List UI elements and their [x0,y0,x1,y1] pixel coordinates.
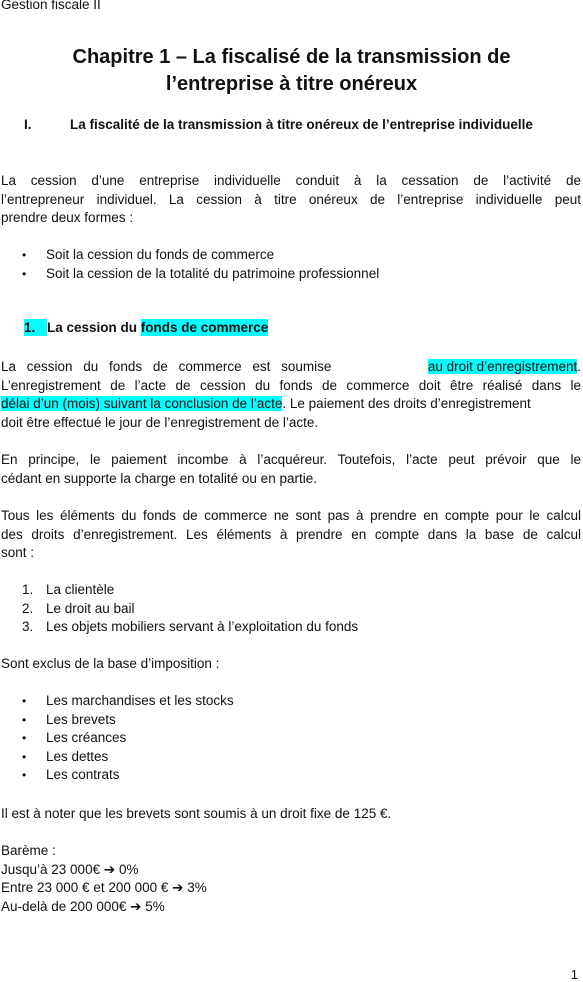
intro-line: l’entrepreneur individuel. La cession à titre onéreux de l’entreprise individuelle peut [1,191,581,207]
subsection-title: La cession du [47,320,141,335]
chapter-title-line2: l’entreprise à titre onéreux [165,73,418,95]
included-list [0,581,358,637]
cession-paragraph [1,358,581,432]
cession-text: . Le paiement des droits d’enregistrement [282,396,531,412]
list-item: • Les dettes [0,748,234,767]
bareme-label: Barème : [1,843,56,858]
highlight-droit-enregistrement: au droit d’enregistrement [427,359,578,374]
subsection-heading [24,320,268,335]
cession-line3 [1,395,581,414]
excluded-intro: Sont exclus de la base d’imposition : [1,656,220,671]
principe-paragraph [1,451,581,488]
item-number: 3. [22,619,34,635]
forms-list [0,246,379,283]
elements-paragraph [1,507,581,563]
cession-line1 [1,358,581,377]
cession-line2: L’enregistrement de l’acte de cession du fonds de commerce doit être réalisé dans le [1,377,581,393]
list-item [0,581,358,600]
item-text: Les objets mobiliers servant à l’exploitation du fonds [46,619,359,635]
chapter-title [0,44,583,98]
item-text: La clientèle [46,582,115,597]
item-text: Le droit au bail [46,600,135,616]
bareme-rate: 3% [187,880,207,896]
subsection-number: 1. [24,320,36,335]
list-item: • Les contrats [0,766,234,785]
bareme-block [1,842,207,916]
section-title: La fiscalité de la transmission à titre onéreux de l’entreprise individuelle [70,117,533,132]
bareme-row [1,861,207,880]
arrow-icon: ➔ [172,880,184,896]
section-heading [24,117,533,132]
note-brevets: Il est à noter que les brevets sont soumis à un droit fixe de 125 €. [1,806,392,821]
bareme-row [1,879,207,898]
period: . [577,359,581,374]
principe-line: cédant en supporte la charge en totalité ou en partie. [1,470,317,486]
item-number: 1. [22,582,34,597]
bareme-range: Jusqu’à 23 000€ [1,861,101,877]
bareme-range: Entre 23 000 € et 200 000 € [1,880,169,896]
intro-paragraph [1,172,581,228]
list-item: • Les créances [0,729,234,748]
bareme-rate: 5% [145,898,165,914]
section-number: I. [24,117,32,132]
chapter-title-line1: Chapitre 1 – La fiscalisé de la transmission de [72,46,511,68]
intro-line: La cession d’une entreprise individuelle conduit à la cessation de l’activité de [1,173,581,188]
excluded-list [0,692,234,785]
subsection-title-highlight: fonds de commerce [140,320,269,335]
list-item: • Les marchandises et les stocks [0,692,234,711]
subsection-number-highlight [24,319,47,336]
item-number: 2. [22,600,34,616]
elements-line: des droits d’enregistrement. Les éléments à prendre en compte dans la base de calcul [1,526,581,542]
cession-text: La cession du fonds de commerce est soumise [1,359,332,374]
list-item: • Soit la cession du fonds de commerce [0,246,379,265]
list-item: • Les brevets [0,711,234,730]
page-number: 1 [570,967,578,982]
list-item [0,618,358,637]
bareme-row [1,898,207,917]
arrow-icon: ➔ [103,861,116,877]
elements-line: Tous les éléments du fonds de commerce ne sont pas à prendre en compte pour le calcul [1,508,581,523]
bareme-rate: 0% [118,861,139,877]
principe-line: En principe, le paiement incombe à l’acquéreur. Toutefois, l’acte peut prévoir que le [1,452,581,467]
bareme-range: Au-delà de 200 000€ [1,898,127,914]
cession-line4: doit être effectué le jour de l’enregistrement de l’acte. [1,414,319,430]
highlight-delai: délai d’un (mois) suivant la conclusion de l’acte [1,396,283,412]
intro-line: prendre deux formes : [1,210,134,226]
list-item: • Soit la cession de la totalité du patrimoine professionnel [0,265,379,284]
arrow-icon: ➔ [130,898,142,914]
document-header: Gestion fiscale II [1,0,101,12]
list-item [0,600,358,619]
elements-line: sont : [1,545,35,561]
